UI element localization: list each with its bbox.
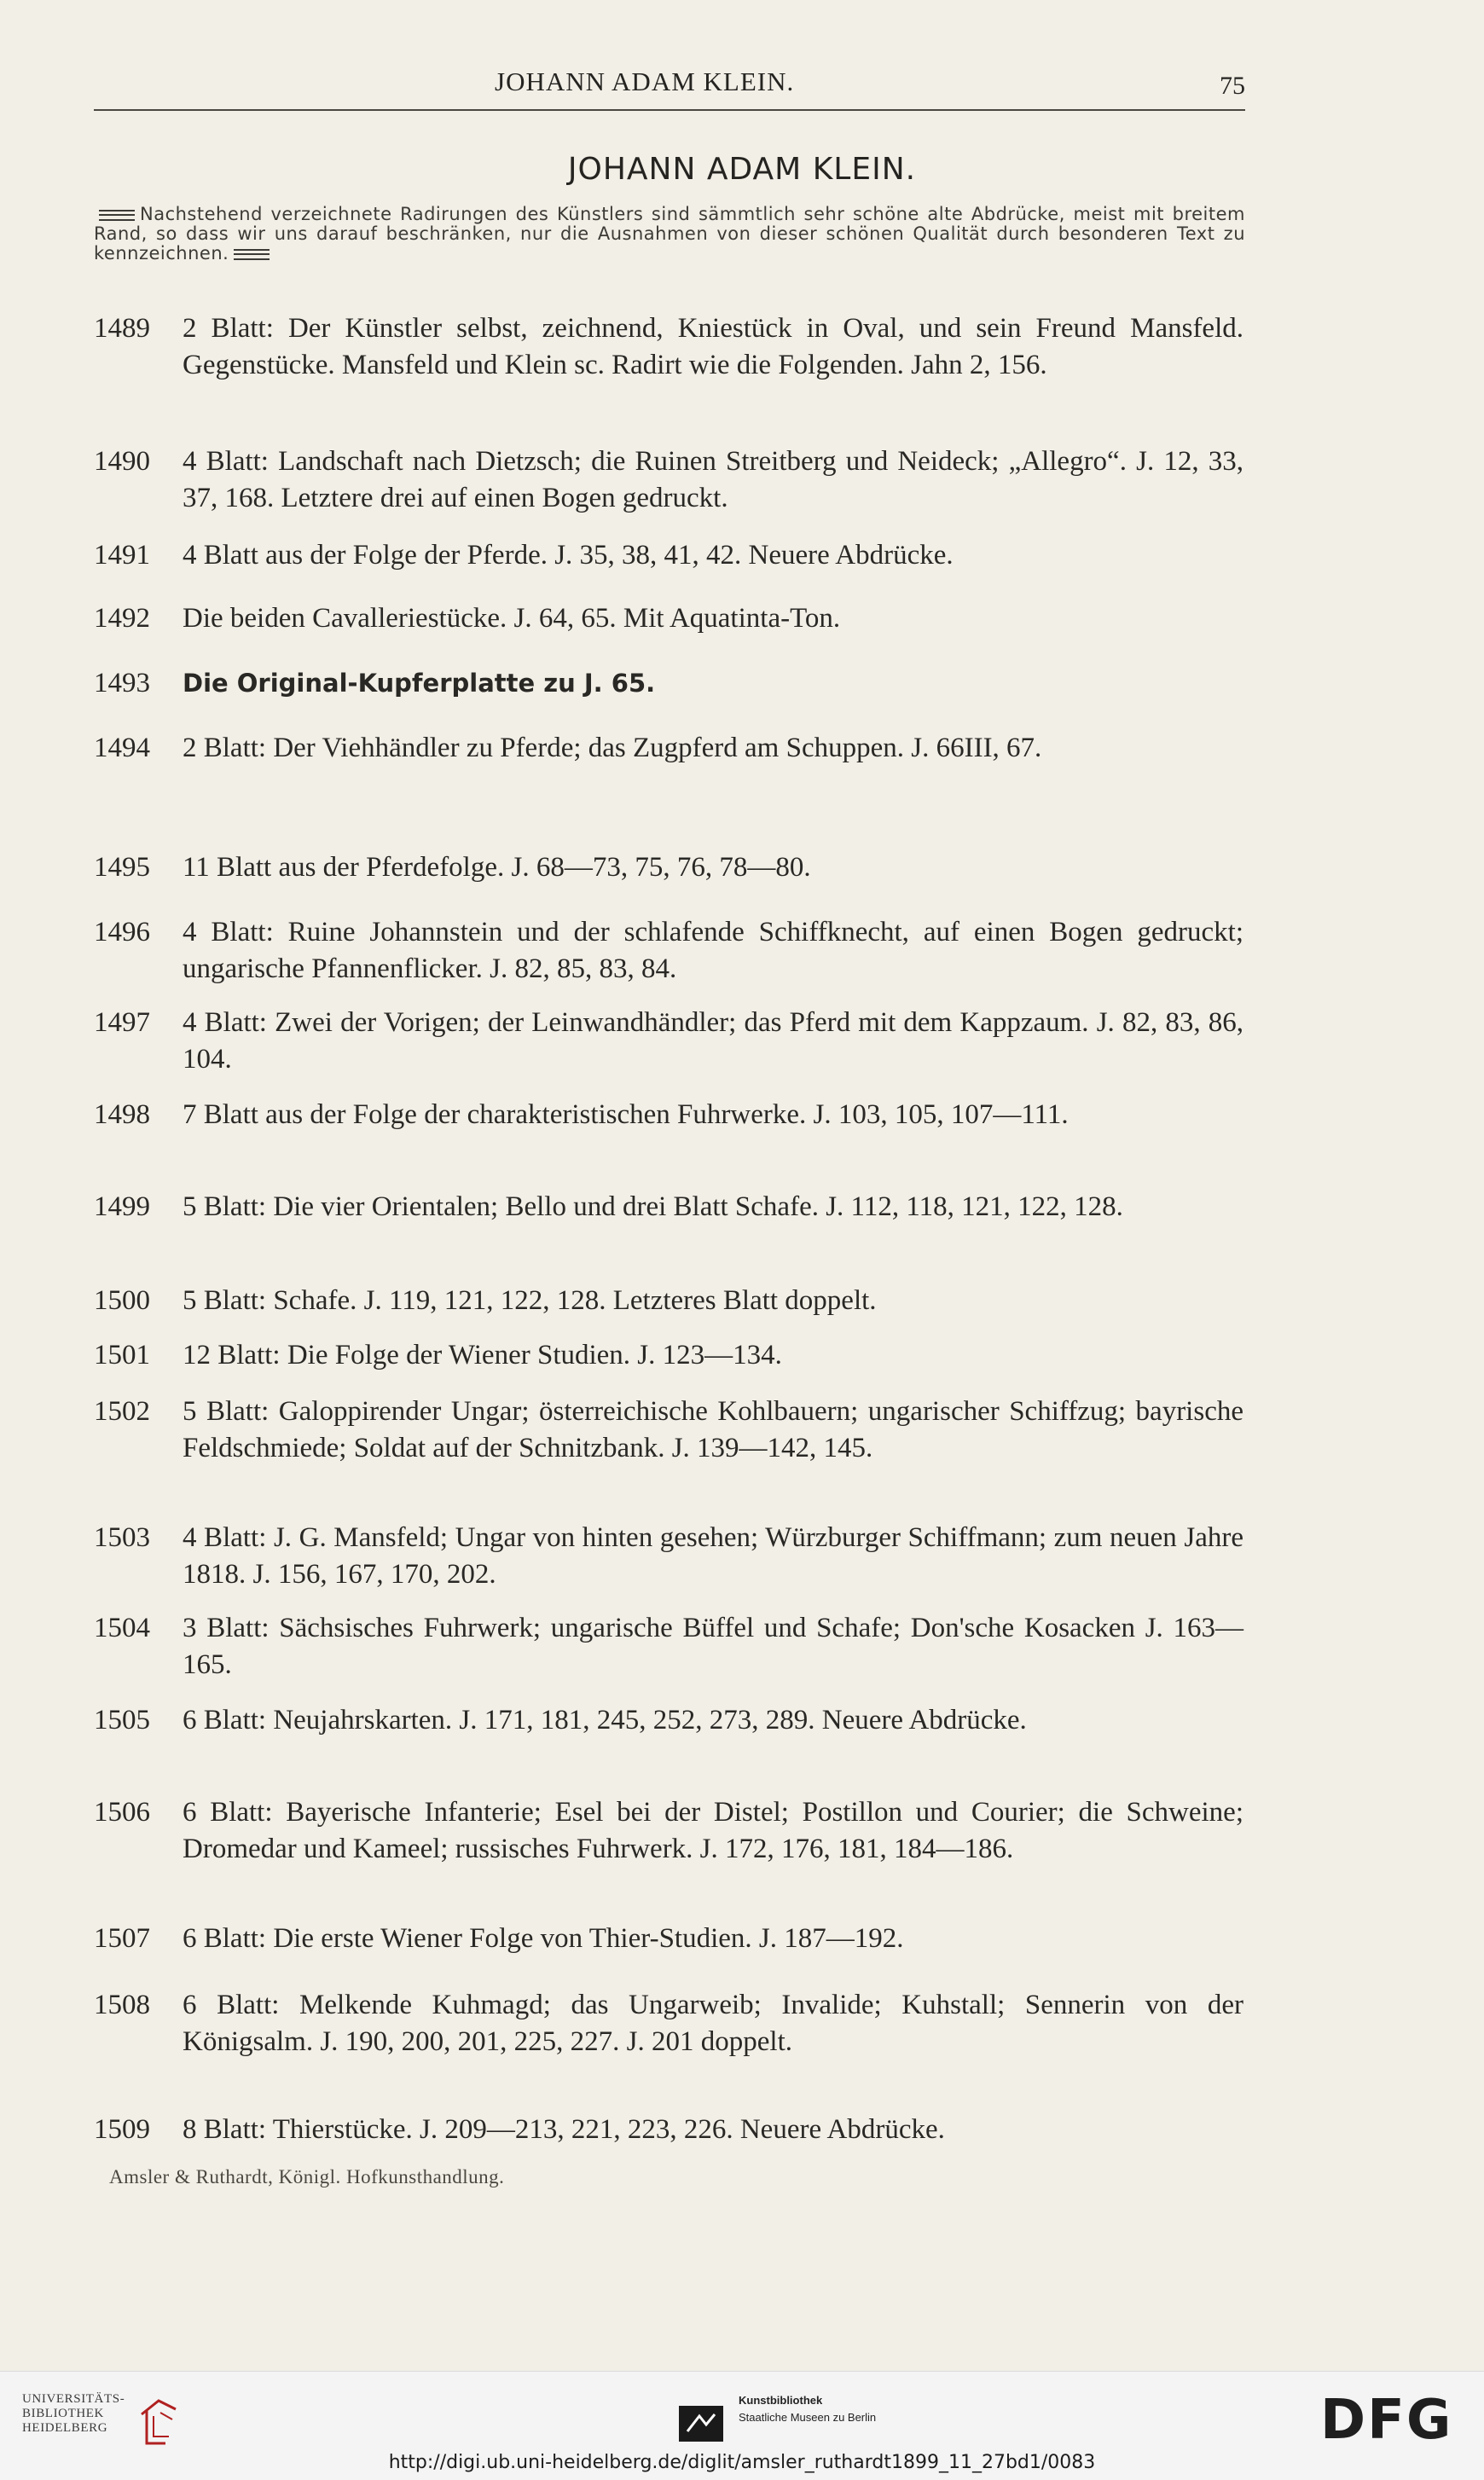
entry-text: 7 Blatt aus der Folge der charakteristischen Fuhrwerke. J. 103, 105, 107—111. [183,1099,1069,1130]
intro-paragraph [94,205,1245,264]
entry-number: 1507 [94,1923,150,1954]
entry-number: 1494 [94,733,150,763]
entry-number: 1501 [94,1340,150,1370]
entry-text: 2 Blatt: Der Viehhändler zu Pferde; das Zugpferd am Schuppen. J. 66III, 67. [183,733,1042,763]
intro-text: Nachstehend verzeichnete Radirungen des Künstlers sind sämmtlich sehr schöne alte Abdrücke, meist mit breitem Rand, so dass wir uns darauf beschränken, nur die Ausnahmen von dieser schönen Qualität durch besonderen Text zu kennzeichnen. [94,204,1245,264]
entry-text: 5 Blatt: Die vier Orientalen; Bello und drei Blatt Schafe. J. 112, 118, 121, 122, 128. [183,1191,1123,1222]
entry-number: 1504 [94,1613,150,1643]
kunstbibliothek-emblem-icon [679,2406,723,2442]
entry-text: 4 Blatt: Ruine Johannstein und der schlafende Schiffknecht, auf einen Bogen gedruckt; ungarische Pfannenflicker. J. 82, 85, 83, 84. [183,917,1243,984]
entry-text: 11 Blatt aus der Pferdefolge. J. 68—73, 75, 76, 78—80. [183,852,811,883]
entry-number: 1493 [94,668,150,698]
entry-number: 1490 [94,446,150,477]
entry-number: 1489 [94,313,150,344]
university-line: HEIDELBERG [22,2421,108,2435]
entry-number: 1505 [94,1705,150,1735]
entry-number: 1491 [94,540,150,571]
permalink-url[interactable]: http://digi.ub.uni-heidelberg.de/diglit/amsler_ruthardt1899_11_27bd1/0083 [388,2452,1096,2473]
viewer-footer [0,2371,1484,2480]
entry-text: Die beiden Cavalleriestücke. J. 64, 65. Mit Aquatinta-Ton. [183,603,841,634]
entry-number: 1508 [94,1990,150,2020]
university-line: BIBLIOTHEK [22,2407,104,2420]
university-line: UNIVERSITÄTS- [22,2392,125,2406]
running-head [94,67,1245,111]
entry-text: 4 Blatt: Zwei der Vorigen; der Leinwandhändler; das Pferd mit dem Kappzaum. J. 82, 83, 86, 104. [183,1007,1243,1075]
entry-text: 6 Blatt: Melkende Kuhmagd; das Ungarweib; Invalide; Kuhstall; Sennerin von der Königsalm. J. 190, 200, 201, 225, 227. J. 201 doppelt. [183,1990,1243,2057]
entry-number: 1509 [94,2114,150,2145]
entry-text: 2 Blatt: Der Künstler selbst, zeichnend, Kniestück in Oval, und sein Freund Mansfeld. Gegenstücke. Mansfeld und Klein sc. Radirt wie die Folgenden. Jahn 2, 156. [183,313,1243,380]
entry-number: 1498 [94,1099,150,1130]
entry-text: 4 Blatt: J. G. Mansfeld; Ungar von hinten gesehen; Würzburger Schiffmann; zum neuen Jahre 1818. J. 156, 167, 170, 202. [183,1522,1243,1590]
page-title: JOHANN ADAM KLEIN. [567,152,917,187]
entry-number: 1503 [94,1522,150,1553]
entry-number: 1506 [94,1797,150,1828]
entry-text: 4 Blatt aus der Folge der Pferde. J. 35, 38, 41, 42. Neuere Abdrücke. [183,540,954,571]
kunstbibliothek-logo[interactable] [679,2390,901,2442]
entry-text: 8 Blatt: Thierstücke. J. 209—213, 221, 223, 226. Neuere Abdrücke. [183,2114,945,2145]
entry-text: 6 Blatt: Die erste Wiener Folge von Thier-Studien. J. 187—192. [183,1923,904,1954]
dfg-logo[interactable]: DFG [1320,2389,1453,2452]
entry-number: 1500 [94,1285,150,1316]
entry-number: 1502 [94,1396,150,1427]
entry-text: 6 Blatt: Bayerische Infanterie; Esel bei der Distel; Postillon und Courier; die Schweine; Dromedar und Kameel; russisches Fuhrwerk. J. 172, 176, 181, 184—186. [183,1797,1243,1864]
entry-text: 4 Blatt: Landschaft nach Dietzsch; die Ruinen Streitberg und Neideck; „Allegro“. J. 12, 33, 37, 168. Letztere drei auf einen Bogen gedruckt. [183,446,1243,513]
publisher-imprint: Amsler & Ruthardt, Königl. Hofkunsthandlung. [109,2166,505,2187]
entry-text: 3 Blatt: Sächsisches Fuhrwerk; ungarische Büffel und Schafe; Don'sche Kosacken J. 163—165. [183,1613,1243,1680]
entry-number: 1492 [94,603,150,634]
entry-number: 1499 [94,1191,150,1222]
entry-text: 5 Blatt: Schafe. J. 119, 121, 122, 128. Letzteres Blatt doppelt. [183,1285,877,1316]
entry-number: 1497 [94,1007,150,1038]
page-number: 75 [1220,72,1245,100]
entry-number: 1495 [94,852,150,883]
ornament-rule-icon [99,210,135,221]
heidelberg-emblem-icon [135,2394,183,2448]
running-head-title: JOHANN ADAM KLEIN. [495,67,795,96]
kunstbibliothek-subtitle: Staatliche Museen zu Berlin [739,2411,877,2424]
kunstbibliothek-name: Kunstbibliothek [739,2394,823,2407]
university-library-logo[interactable] [22,2392,193,2452]
ornament-rule-icon [234,249,270,260]
entry-number: 1496 [94,917,150,947]
entry-text: Die Original-Kupferplatte zu J. 65. [183,669,656,698]
entry-text: 5 Blatt: Galoppirender Ungar; österreichische Kohlbauern; ungarischer Schiffzug; bayrische Feldschmiede; Soldat auf der Schnitzbank. J. 139—142, 145. [183,1396,1243,1463]
entry-text: 6 Blatt: Neujahrskarten. J. 171, 181, 245, 252, 273, 289. Neuere Abdrücke. [183,1705,1027,1735]
entry-text: 12 Blatt: Die Folge der Wiener Studien. J. 123—134. [183,1340,782,1370]
